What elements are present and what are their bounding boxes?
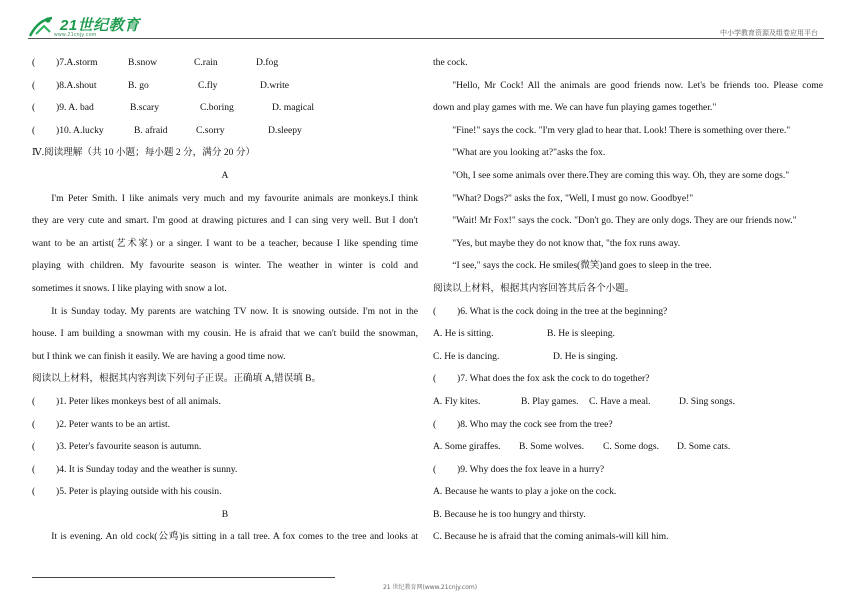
instruction-b: 阅读以上材料，根据其内容回答其后各个小题。 <box>433 282 635 294</box>
logo-url: www.21cnjy.com <box>54 32 97 38</box>
passage-a-line: but I think we can finish it easily. We are having a good time now. <box>32 350 286 362</box>
footer-divider <box>32 577 335 578</box>
mc-question-8-options: A. Some giraffes. B. Some wolves. C. Some dogs. D. Some cats. <box>433 441 731 453</box>
choice-question-10: ( )10. A.lucky B. afraid C.sorry D.sleepy <box>32 124 302 136</box>
passage-a-line: I'm Peter Smith. I like animals very much and my favourite animals are monkeys.I think <box>51 192 418 204</box>
mc-question-8: ( )8. Who may the cock see from the tree? <box>433 418 613 430</box>
passage-b-line: "Fine!" says the cock. "I'm very glad to hear that. Look! There is something over there." <box>452 124 791 136</box>
passage-b-line: It is evening. An old cock(公鸡)is sitting in a tall tree. A fox comes to the tree and looks at <box>51 531 418 543</box>
mc-question-7: ( )7. What does the fox ask the cock to do together? <box>433 373 650 385</box>
passage-b-line: "Oh, I see some animals over there.They are coming this way. Oh, they are some dogs." <box>452 169 790 181</box>
passage-b-line: "Hello, Mr Cock! All the animals are good friends now. Let's be friends too. Please come <box>452 79 823 91</box>
mc-question-9-option-a: A. Because he wants to play a joke on the cock. <box>433 486 617 498</box>
mc-question-6: ( )6. What is the cock doing in the tree at the beginning? <box>433 305 668 317</box>
passage-b-line: “I see," says the cock. He smiles(微笑)and goes to sleep in the tree. <box>452 260 712 272</box>
choice-question-7: ( )7.A.storm B.snow C.rain D.fog <box>32 57 279 68</box>
tf-question-4: ( )4. It is Sunday today and the weather is sunny. <box>32 463 238 475</box>
passage-b-line: "Yes, but maybe they do not know that, "the fox runs away. <box>452 237 681 249</box>
passage-b-label: B <box>221 508 229 520</box>
tf-question-3: ( )3. Peter's favourite season is autumn. <box>32 441 202 453</box>
passage-b-line: the cock. <box>433 57 468 68</box>
passage-a-line: want to be an artist(艺术家) or a singer. I want to be a teacher, because I like spending time <box>32 237 418 249</box>
tf-question-2: ( )2. Peter wants to be an artist. <box>32 418 171 430</box>
left-column <box>32 52 418 549</box>
right-column <box>433 52 823 549</box>
footer-text: 21 世纪教育网(www.21cnjy.com) <box>382 584 478 591</box>
mc-question-9: ( )9. Why does the fox leave in a hurry? <box>433 463 605 475</box>
passage-a-label: A <box>221 169 229 181</box>
instruction-a: 阅读以上材料，根据其内容判读下列句子正误。正确填 A,错误填 B。 <box>32 373 322 385</box>
page-header <box>0 0 860 44</box>
passage-b-line: "What are you looking at?"asks the fox. <box>452 147 606 159</box>
passage-a-line: It is Sunday today. My parents are watching TV now. It is snowing outside. I'm not in the <box>51 305 418 317</box>
passage-a-line: playing with children. My favourite season is winter. The weather in winter is cold and <box>32 260 418 272</box>
mc-question-6-options: C. He is dancing. D. He is singing. <box>433 350 618 362</box>
choice-question-9: ( )9. A. bad B.scary C.boring D. magical <box>32 102 315 114</box>
mc-question-7-options: A. Fly kites. B. Play games. C. Have a meal. D. Sing songs. <box>433 395 735 407</box>
tf-question-5: ( )5. Peter is playing outside with his cousin. <box>32 486 222 498</box>
choice-question-8: ( )8.A.shout B. go C.fly D.write <box>32 79 290 91</box>
passage-a-line: they are very cute and smart. I'm good at drawing pictures and I can sing very well. But I don't <box>32 215 418 227</box>
passage-a-line: house. I am building a snowman with my cousin. He is afraid that we can't build the snowman, <box>32 328 418 340</box>
mc-question-9-option-c: C. Because he is afraid that the coming animals-will kill him. <box>433 531 669 543</box>
mc-question-9-option-b: B. Because he is too hungry and thirsty. <box>433 508 586 520</box>
tf-question-1: ( )1. Peter likes monkeys best of all animals. <box>32 395 221 407</box>
section-title: Ⅳ.阅读理解（共 10 小题；每小题 2 分，满分 20 分） <box>32 147 256 159</box>
passage-b-line: "Wait! Mr Fox!" says the cock. "Don't go. They are only dogs. They are our friends now." <box>452 215 797 227</box>
passage-b-line: down and play games with me. We can have fun playing games together." <box>433 102 717 114</box>
logo-text: 21世纪教育 <box>60 17 140 34</box>
passage-b-line: "What? Dogs?" asks the fox, "Well, I must go now. Goodbye!" <box>452 192 694 204</box>
mc-question-6-options: A. He is sitting. B. He is sleeping. <box>433 328 615 340</box>
header-divider <box>28 38 824 39</box>
passage-a-line: sometimes it snows. I like playing with snow a lot. <box>32 282 227 294</box>
header-platform-text: 中小学教育资源及组卷应用平台 <box>720 29 818 37</box>
